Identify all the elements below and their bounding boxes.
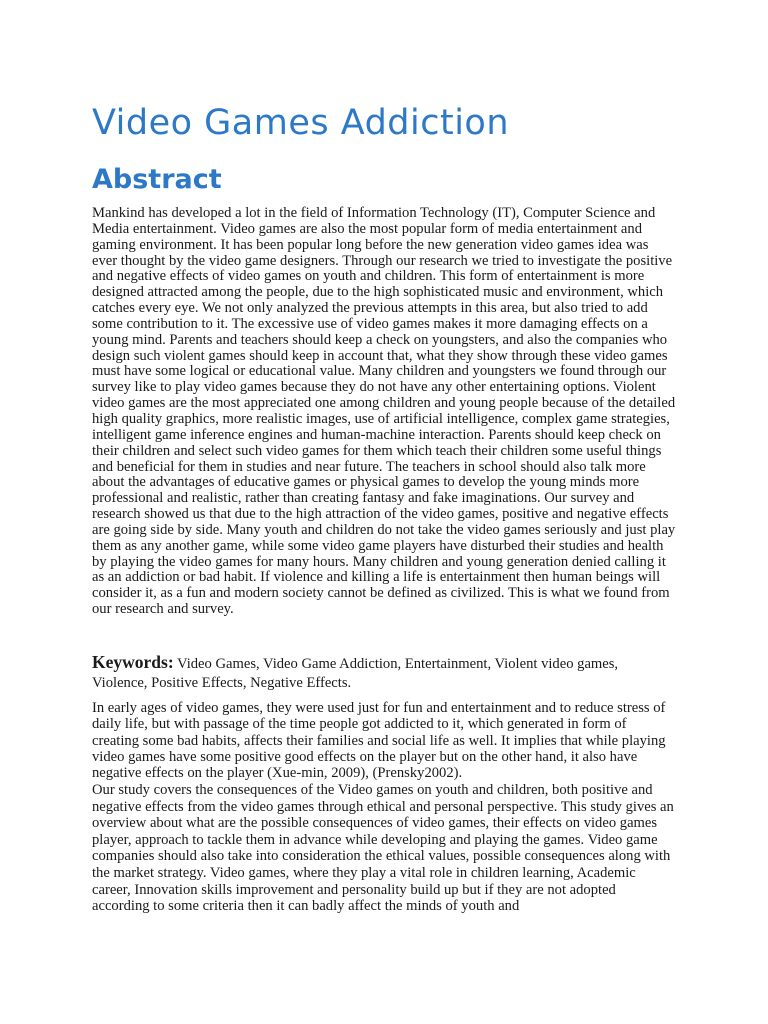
keywords-label: Keywords:: [92, 652, 174, 672]
document-title: Video Games Addiction: [92, 103, 510, 143]
intro-paragraph-2: Our study covers the consequences of the Video games on youth and children, both positive and negative effects from the video games through ethical and personal perspective. This study gives an overview about what are the possible consequences of video games, their effects on video games player, approach to tackle them in advance while developing and playing the games. Video game companies should also take into consideration the ethical values, possible consequences along with the market strategy. Video games, where they play a vital role in children learning, Academic career, Innovation skills improvement and personality build up but if they are not adopted according to some criteria then it can badly affect the minds of youth and: [92, 782, 674, 915]
keywords-list: Video Games, Video Game Addiction, Entertainment, Violent video games, Violence, Positive Effects, Negative Effects.: [92, 656, 619, 691]
abstract-paragraph: Mankind has developed a lot in the field of Information Technology (IT), Computer Science and Media entertainment. Video games are also the most popular form of media entertainment and gaming environment. It has been popular long before the new generation video games idea was ever thought by the video game designers. Through our research we tried to investigate the positive and negative effects of video games on youth and children. This form of entertainment is more designed attracted among the people, due to the high sophisticated music and environment, which catches every eye. We not only analyzed the previous attempts in this area, but also tried to add some contribution to it. The excessive use of video games makes it more damaging effects on a young mind. Parents and teachers should keep a check on youngsters, and also the companies who design such violent games should keep in account that, what they show through these video games must have some logical or educational value. Many children and youngsters we found through our survey like to play video games because they do not have any other entertaining options. Violent video games are the most appreciated one among children and young people because of the detailed high quality graphics, more realistic images, use of artificial intelligence, complex game strategies, intelligent game inference engines and human-machine interaction. Parents should keep check on their children and select such video games for them which teach their children some useful things and beneficial for them in studies and near future. The teachers in school should also talk more about the advantages of educative games or physical games to develop the young minds more professional and realistic, rather than creating fantasy and fake imaginations. Our survey and research showed us that due to the high attraction of the video games, positive and negative effects are going side by side. Many youth and children do not take the video games seriously and just play them as any another game, while some video game players have disturbed their studies and health by playing the video games for many hours. Many children and young generation denied calling it as an addiction or bad habit. If violence and killing a life is entertainment then human beings will consider it, as a fun and modern society cannot be defined as civilized. This is what we found from our research and survey.: [92, 205, 676, 618]
keywords-paragraph: [92, 653, 676, 693]
abstract-heading: Abstract: [92, 164, 222, 195]
intro-paragraph-1: In early ages of video games, they were used just for fun and entertainment and to reduce stress of daily life, but with passage of the time people got addicted to it, which generated in form of creating some bad habits, affects their families and social life as well. It implies that while playing video games have some positive good effects on the player but on the other hand, it also have negative effects on the player (Xue-min, 2009), (Prensky2002).: [92, 700, 666, 782]
